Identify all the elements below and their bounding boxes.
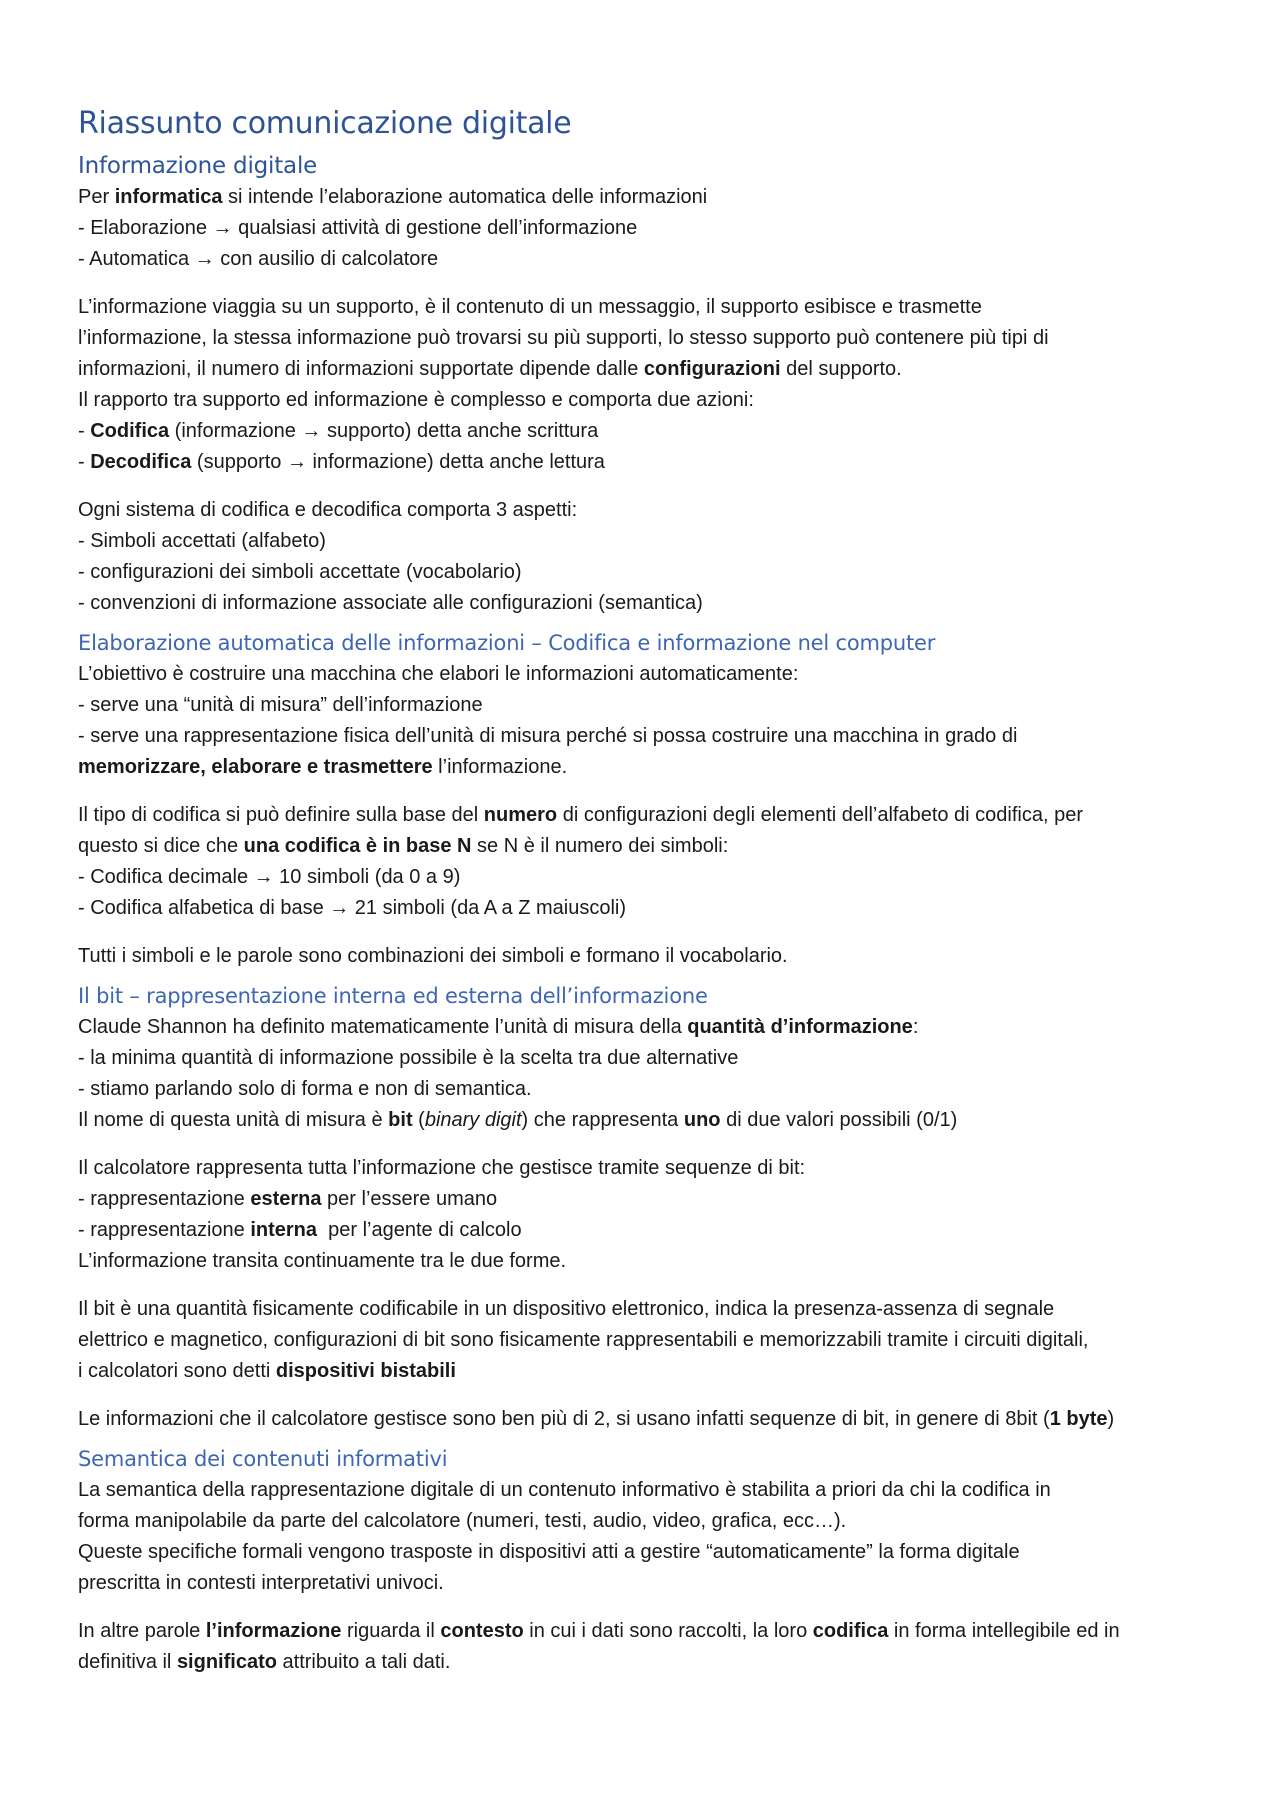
paragraph-shannon [78, 1012, 1208, 1136]
paragraph-vocabolario [78, 941, 1208, 972]
paragraph-supporto [78, 292, 1208, 478]
text-line: Per informatica si intende l’elaborazione automatica delle informazioni [78, 186, 708, 208]
paragraph-contesto [78, 1616, 1208, 1678]
text-line: elettrico e magnetico, configurazioni di bit sono fisicamente rappresentabili e memorizzabili tramite i circuiti digitali, [78, 1329, 1089, 1351]
text-line: definitiva il significato attribuito a tali dati. [78, 1651, 451, 1673]
text-line: - configurazioni dei simboli accettate (vocabolario) [78, 561, 522, 583]
text-line: L’informazione transita continuamente tra le due forme. [78, 1250, 567, 1272]
text-line: Claude Shannon ha definito matematicamente l’unità di misura della quantità d’informazione: [78, 1016, 919, 1038]
text-line: Il tipo di codifica si può definire sulla base del numero di configurazioni degli elementi dell’alfabeto di codifica, per [78, 804, 1084, 826]
text-line: - rappresentazione interna per l’agente di calcolo [78, 1219, 522, 1241]
text-line: L’informazione viaggia su un supporto, è il contenuto di un messaggio, il supporto esibisce e trasmette [78, 296, 982, 318]
text-line: - Decodifica (supporto → informazione) detta anche lettura [78, 451, 605, 473]
text-line: prescritta in contesti interpretativi univoci. [78, 1572, 444, 1594]
text-line: Il bit è una quantità fisicamente codificabile in un dispositivo elettronico, indica la presenza-assenza di segnale [78, 1298, 1055, 1320]
paragraph-informatica [78, 182, 1208, 275]
text-line: Il nome di questa unità di misura è bit (binary digit) che rappresenta uno di due valori possibili (0/1) [78, 1109, 958, 1131]
text-line: - Codifica (informazione → supporto) detta anche scrittura [78, 420, 599, 442]
text-line: i calcolatori sono detti dispositivi bistabili [78, 1360, 456, 1382]
text-line: - Simboli accettati (alfabeto) [78, 530, 326, 552]
text-line: - convenzioni di informazione associate alle configurazioni (semantica) [78, 592, 703, 614]
text-line: - Automatica → con ausilio di calcolatore [78, 248, 439, 270]
paragraph-tipo-codifica [78, 800, 1208, 924]
text-line: - la minima quantità di informazione possibile è la scelta tra due alternative [78, 1047, 739, 1069]
text-line: Le informazioni che il calcolatore gestisce sono ben più di 2, si usano infatti sequenze di bit, in genere di 8bit (1 byte) [78, 1408, 1115, 1430]
paragraph-aspetti [78, 495, 1208, 619]
text-line: - serve una rappresentazione fisica dell’unità di misura perché si possa costruire una macchina in grado di [78, 725, 1018, 747]
text-line: memorizzare, elaborare e trasmettere l’informazione. [78, 756, 568, 778]
text-line: forma manipolabile da parte del calcolatore (numeri, testi, audio, video, grafica, ecc…). [78, 1510, 847, 1532]
text-line: Il rapporto tra supporto ed informazione è complesso e comporta due azioni: [78, 389, 754, 411]
paragraph-semantica [78, 1475, 1208, 1599]
section-heading-bit: Il bit – rappresentazione interna ed esterna dell’informazione [78, 984, 708, 1008]
text-line: La semantica della rappresentazione digitale di un contenuto informativo è stabilita a priori da chi la codifica in [78, 1479, 1051, 1501]
paragraph-byte [78, 1404, 1208, 1435]
text-line: L’obiettivo è costruire una macchina che elabori le informazioni automaticamente: [78, 663, 799, 685]
paragraph-obiettivo [78, 659, 1208, 783]
text-line: questo si dice che una codifica è in base N se N è il numero dei simboli: [78, 835, 729, 857]
document-title: Riassunto comunicazione digitale [78, 106, 572, 141]
document-page [78, 104, 1208, 1678]
text-line: Il calcolatore rappresenta tutta l’informazione che gestisce tramite sequenze di bit: [78, 1157, 806, 1179]
text-line: informazioni, il numero di informazioni supportate dipende dalle configurazioni del supporto. [78, 358, 902, 380]
text-line: - Codifica decimale → 10 simboli (da 0 a 9) [78, 866, 461, 888]
text-line: - Elaborazione → qualsiasi attività di gestione dell’informazione [78, 217, 638, 239]
text-line: Queste specifiche formali vengono trasposte in dispositivi atti a gestire “automaticamente” la forma digitale [78, 1541, 1020, 1563]
text-line: - stiamo parlando solo di forma e non di semantica. [78, 1078, 532, 1100]
text-line: - Codifica alfabetica di base → 21 simboli (da A a Z maiuscoli) [78, 897, 627, 919]
section-heading-semantica: Semantica dei contenuti informativi [78, 1447, 448, 1471]
section-heading-informazione-digitale: Informazione digitale [78, 153, 318, 179]
section-heading-elaborazione: Elaborazione automatica delle informazioni – Codifica e informazione nel computer [78, 631, 936, 655]
text-line: In altre parole l’informazione riguarda il contesto in cui i dati sono raccolti, la loro codifica in forma intellegibile ed in [78, 1620, 1120, 1642]
text-line: Ogni sistema di codifica e decodifica comporta 3 aspetti: [78, 499, 578, 521]
text-line: - serve una “unità di misura” dell’informazione [78, 694, 483, 716]
text-line: - rappresentazione esterna per l’essere umano [78, 1188, 498, 1210]
text-line: Tutti i simboli e le parole sono combinazioni dei simboli e formano il vocabolario. [78, 945, 788, 967]
text-line: l’informazione, la stessa informazione può trovarsi su più supporti, lo stesso supporto può contenere più tipi di [78, 327, 1049, 349]
paragraph-rappresentazione [78, 1153, 1208, 1277]
paragraph-bistabili [78, 1294, 1208, 1387]
